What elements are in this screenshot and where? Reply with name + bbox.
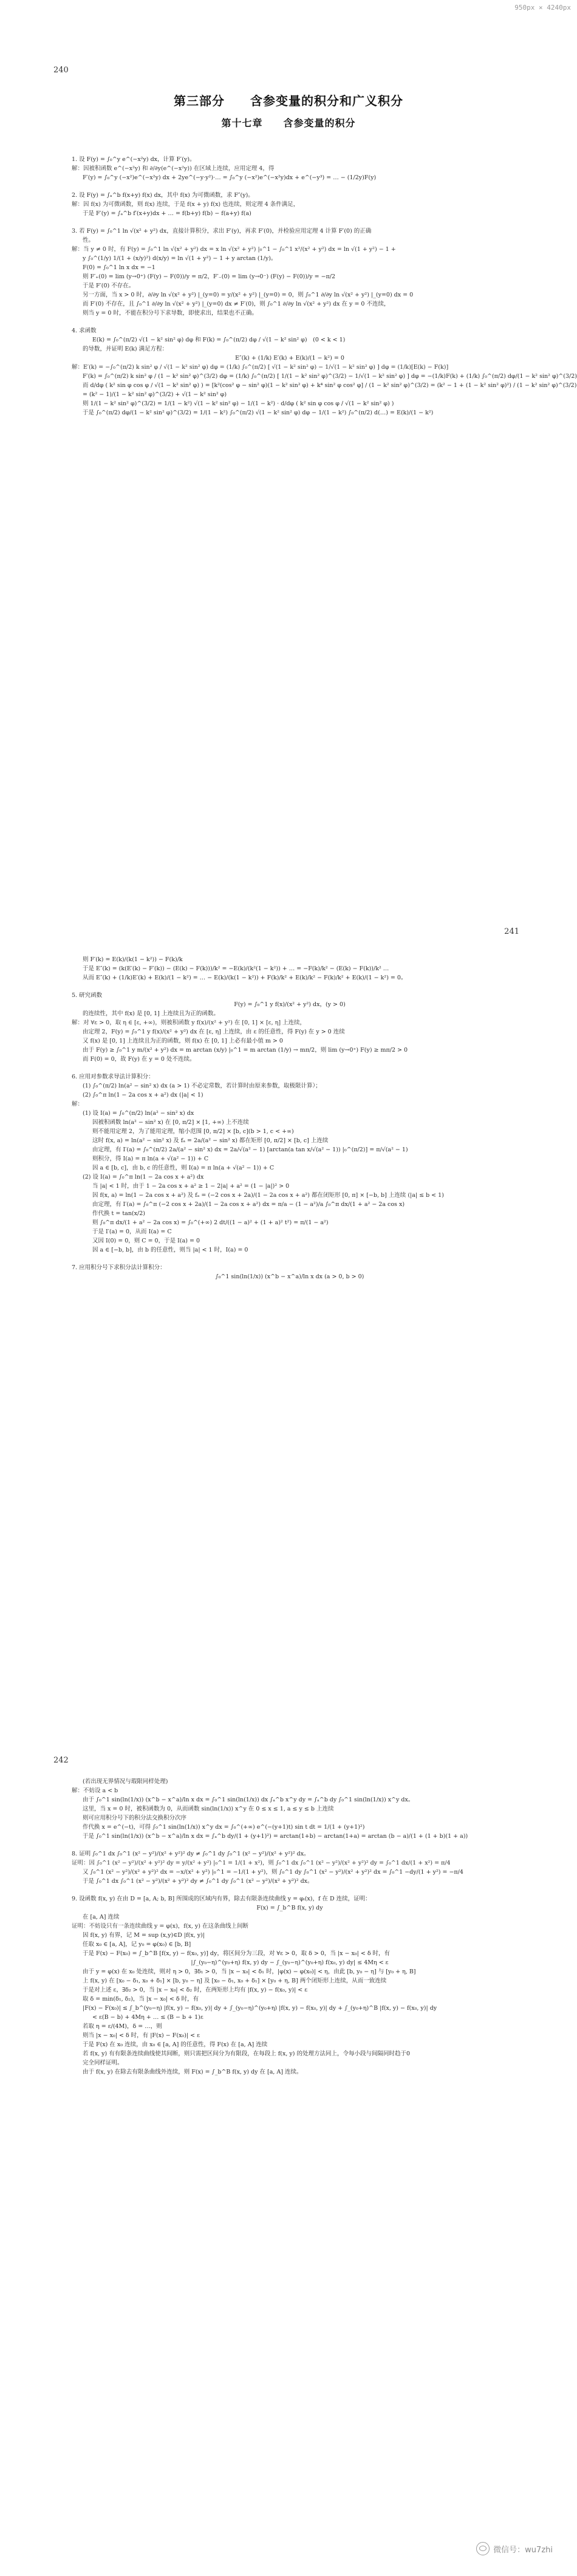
text-line: 性。: [83, 237, 95, 244]
text-line: 于是 F′(y) = ∫ₐ^b f′(x+y)dx + … = f(b+y) f(b) − f(a+y) f(a): [83, 210, 251, 217]
text-line: 从而 E″(k) + (1/k)E′(k) + E(k)/(1 − k²) = … − E(k)/(k(1 − k²)) + F(k)/k² + E(k)/k² − F(k)/k² + E(k)/(1 − k²) = 0。: [83, 975, 407, 981]
text-line: 于是对上述 ε，∃δ₂ > 0，当 |x − x₀| < δ₂ 时，在两矩形上均有 |f(x, y) − f(x₀, y)| < ε: [83, 1987, 308, 1993]
text-line: 作代换 x = e^(−t)，可得 ∫₀^1 sin(ln(1/x)) x^y dx = ∫₀^(+∞) e^(−(y+1)t) sin t dt = 1/(1 + (y+1)²): [83, 1824, 365, 1831]
wechat-watermark: [476, 2542, 553, 2555]
problem-statement: 9. 设函数 f(x, y) 在由 D = [a, A; b, B] 所围成的区域内有界，除去有限条连续曲线 y = φᵢ(x)，f 在 D 连续，证明：: [72, 1896, 371, 1902]
problem-statement: 1. 设 F(y) = ∫₀^y e^(−x²y) dx，计算 F′(y)。: [72, 156, 196, 163]
problem-statement: 7. 应用积分号下求积分法计算积分：: [72, 1264, 166, 1271]
text-line: 当 |a| < 1 时，由于 1 − 2a cos x + a² ≥ 1 − 2|a| + a² = (1 − |a|)² > 0: [92, 1183, 290, 1190]
text-line: 则 ∫₀^π dx/(1 + a² − 2a cos x) = ∫₀^(+∞) 2 dt/((1 − a)² + (1 + a)² t²) = π/(1 − a²): [92, 1219, 329, 1226]
problem-statement: 8. 证明 ∫₀^1 dx ∫₀^1 (x² − y²)/(x² + y²)² dy ≠ ∫₀^1 dy ∫₀^1 (x² − y²)/(x² + y²)² dx。: [72, 1851, 310, 1857]
text-line: (1) ∫₀^(π/2) ln(a² − sin² x) dx (a > 1) 不必定常数，若计算时由原来参数，取极限计算）；: [83, 1083, 321, 1089]
text-line: 则积分，得 I(a) = π ln(a + √(a² − 1)) + C: [92, 1156, 209, 1162]
text-line: F(y) = ∫₀^1 y f(x)/(x² + y²) dx，(y > 0): [234, 1001, 346, 1008]
page-number: 240: [53, 66, 69, 75]
solution-line: 解：因 f(x) 为可微函数，则 f(x) 连续，于是 f(x + y) f(x) 也连续，则定理 4 条件满足，: [72, 201, 299, 208]
page-body: [72, 955, 508, 1281]
text-line: 由定理 2，F(y) = ∫₀^1 y f(x)/(x² + y²) dx 在 [ε, η] 上连续，由 ε 的任意性，得 F(y) 在 y > 0 连续: [83, 1029, 345, 1035]
problem-statement: 6. 应用对参数求导法计算积分：: [72, 1074, 154, 1080]
text-line: 若取 η = ε/(4M)，δ = …，则: [83, 2023, 162, 2030]
text-line: 而 F(0) = 0，故 F(y) 在 y = 0 处不连续。: [83, 1056, 196, 1063]
text-line: 若 f(x, y) 有有限条连续曲线使其间断，则只需把区间分为有限段，在每段上 f(x, y) 的处理方法同上，令每小段与间隔同时趋于0: [83, 2050, 411, 2057]
text-line: 在 [a, A] 连续: [83, 1914, 120, 1920]
text-line: ∫₀^1 sin(ln(1/x)) (x^b − x^a)/ln x dx (a > 0, b > 0): [215, 1273, 364, 1280]
solution-line: 解：因被积函数 e^(−x²y) 和 ∂/∂y(e^(−x²y)) 在区域上连续，应用定理 4，得: [72, 165, 275, 172]
text-line: E(k) = ∫₀^(π/2) √(1 − k² sin² φ) dφ 和 F(k) = ∫₀^(π/2) dφ / √(1 − k² sin² φ) (0 < k < 1): [92, 337, 346, 343]
text-line: 完全同样证明。: [83, 2060, 123, 2066]
part-title: 第三部分 含参变量的积分和广义积分: [174, 94, 403, 108]
text-line: 则 F′₊(0) = lim (y→0⁺) (F(y) − F(0))/y = π/2，F′₋(0) = lim (y→0⁻) (F(y) − F(0))/y = −π/2: [83, 273, 336, 280]
problem-statement: 3. 若 F(y) = ∫₀^1 ln √(x² + y²) dx，直接计算积分，求出 F′(y)，再求 F′(0)，并检验应用定理 4 计算 F′(0) 的正确: [72, 228, 372, 235]
text-line: F(0) = ∫₀^1 ln x dx = −1: [83, 264, 155, 271]
text-line: 因被积函数 ln(a² − sin² x) 在 [0, π/2] × [1, +∞) 上不连续: [92, 1119, 249, 1126]
solution-line: 证明：不妨设只有一条连续曲线 y = φ(x)，f(x, y) 在这条曲线上间断: [72, 1923, 249, 1930]
chapter-title: 第十七章 含参变量的积分: [221, 117, 356, 129]
text-line: 这时 f(x, a) = ln(a² − sin² x) 及 fₐ = 2a/(a² − sin² x) 都在矩形 [0, π/2] × [b, c] 上连续: [92, 1137, 329, 1144]
text-line: |∫_(y₀−η)^(y₀+η) f(x, y) dy − ∫_(y₀−η)^(y₀+η) f(x₀, y) dy| ≤ 4Mη < ε: [191, 1959, 389, 1966]
text-line: 于是 I′(a) = 0，从而 I(a) = C: [92, 1228, 172, 1235]
text-line: 又 ∫₀^1 (x² − y²)/(x² + y²)² dx = −x/(x² + y²) |₀^1 = −1/(1 + y²)，则 ∫₀^1 dy ∫₀^1 (x² − y²)/(x² + y²)² dx = ∫₀^1 −dy/(1 + y²) = −π/4: [83, 1869, 463, 1875]
text-line: 则 F′(k) = E(k)/(k(1 − k²)) − F(k)/k: [83, 956, 183, 963]
text-line: 于是 F(x) − F(x₀) = ∫_b^B [f(x, y) − f(x₀, y)] dy，将区间分为三段，对 ∀ε > 0，取 δ > 0，当 |x − x₀| < δ 时，有: [83, 1950, 391, 1957]
text-line: 上 f(x, y) 在 [x₀ − δ₁, x₀ + δ₁] × [b, y₀ − η] 及 [x₀ − δ₁, x₀ + δ₁] × [y₀ + η, B] 两个闭矩形上连续，从而一致连续: [83, 1978, 387, 1984]
text-line: 因 a ∈ [b, c]，由 b, c 的任意性，则 I(a) = π ln(a + √(a² − 1)) + C: [92, 1165, 275, 1171]
text-line: 于是 F(x) 在 x₀ 连续，由 x₀ ∈ [a, A] 的任意性，得 F(x) 在 [a, A] 连续: [83, 2041, 268, 2048]
solution-line: 解：当 y ≠ 0 时，有 F(y) = ∫₀^1 ln √(x² + y²) dx = x ln √(x² + y²) |₀^1 − ∫₀^1 x²/(x² + y²) dx = ln √(1 + y²) − 1 +: [72, 246, 396, 253]
page-241: [0, 923, 577, 1713]
text-line: (2) 设 I(a) = ∫₀^π ln(1 − 2a cos x + a²) dx: [83, 1174, 204, 1180]
text-line: 因 f(x, a) = ln(1 − 2a cos x + a²) 及 fₐ = (−2 cos x + 2a)/(1 − 2a cos x + a²) 都在闭矩形 [0, π] × [−b, b] 上连续 (|a| ≤ b < 1): [92, 1192, 444, 1199]
text-line: 由定理，有 I′(a) = ∫₀^(π/2) 2a/(a² − sin² x) dx = 2a/√(a² − 1) [arctan(a tan x/√(a² − 1)) |₀^(π/2)] = π/√(a² − 1): [92, 1146, 408, 1153]
text-line: 因 f(x, y) 有界，记 M = sup (x,y)∈D |f(x, y)|: [83, 1932, 205, 1939]
solution-line: 解：E′(k) = −∫₀^(π/2) k sin² φ / √(1 − k² sin² φ) dφ = (1/k) ∫₀^(π/2) [ √(1 − k² sin² φ) − 1/√(1 − k² sin² φ) ] dφ = (1/k)[E(k) − F(k)]: [72, 364, 449, 371]
text-line: 由定理，有 I′(a) = ∫₀^π (−2 cos x + 2a)/(1 − 2a cos x + a²) dx = π/a − (1 − a²)/a ∫₀^π dx/(1 + a² − 2a cos x): [92, 1201, 405, 1208]
text-line: 任取 x₀ ∈ [a, A]，记 y₀ = φ(x₀) ∈ [b, B]: [83, 1941, 191, 1948]
solution-line: 解：对 ∀ε > 0，取 η ∈ [ε, +∞)，则被积函数 y f(x)/(x² + y²) 在 [0, 1] × [ε, η] 上连续，: [72, 1019, 306, 1026]
text-line: 另一方面，当 x > 0 时，∂/∂y ln √(x² + y²) |_(y=0) = y/(x² + y²) |_(y=0) = 0，则 ∫₀^1 ∂/∂y ln √(x² + y²) |_(y=0) dx = 0: [83, 292, 414, 298]
text-line: 的连续性，其中 f(x) 是 [0, 1] 上连续且为正的函数。: [83, 1010, 219, 1017]
page-number: 242: [53, 1756, 69, 1765]
image-size-label: 950px × 4240px: [514, 4, 571, 12]
text-line: 因 a ∈ [−b, b]，由 b 的任意性，则当 |a| < 1 时，I(a) = 0: [92, 1247, 248, 1253]
solution-line: 解：: [72, 1101, 84, 1108]
text-line: (2) ∫₀^π ln(1 − 2a cos x + a²) dx (|a| < 1): [83, 1092, 203, 1098]
text-line: E″(k) + (1/k) E′(k) + E(k)/(1 − k²) = 0: [235, 355, 344, 361]
text-line: |F(x) − F(x₀)| ≤ ∫_b^(y₀−η) |f(x, y) − f(x₀, y)| dy + ∫_(y₀−η)^(y₀+η) |f(x, y) − f(x₀, y)| dy + ∫_(y₀+η)^B |f(x, y) − f(x₀, y)| dy: [83, 2005, 437, 2012]
text-line: 由于 f(x, y) 在除去有限条曲线外连续，则 F(x) = ∫_b^B f(x, y) dy 在 [a, A] 连续。: [83, 2069, 302, 2075]
text-line: F′(k) = ∫₀^(π/2) k sin² φ / (1 − k² sin² φ)^(3/2) dφ = (1/k) ∫₀^(π/2) [ 1/(1 − k² sin² φ)^(3/2) − 1/√(1 − k² sin² φ) ] dφ = −(1/k)F(k) + (1/k) ∫₀^(π/2) dφ/(1 − k² sin² φ)^(3/2): [83, 373, 577, 380]
text-line: = (k² − 1)/(1 − k² sin² φ)^(3/2) + √(1 − k² sin² φ): [83, 391, 227, 398]
text-line: 由于 y = φ(x) 在 x₀ 处连续，则对 η > 0，∃δ₁ > 0，当 |x − x₀| < δ₁ 时，|φ(x) − φ(x₀)| < η，由此 [b, y₀ − η] 与 [y₀ + η, B]: [83, 1968, 416, 1975]
text-line: 于是 E″(k) = (k(E′(k) − F′(k)) − (E(k) − F(k)))/k² = −E(k)/(k²(1 − k²)) + … = −F(k)/k² − (E(k) − F(k))/k² …: [83, 965, 389, 972]
text-line: 又因 I(0) = 0，则 C = 0，于是 I(a) = 0: [92, 1238, 200, 1244]
page-240: [0, 0, 577, 923]
problem-statement: 2. 设 F(y) = ∫ₐ^b f(x+y) f(x) dx，其中 f(x) 为可微函数，求 F″(y)。: [72, 192, 254, 199]
text-line: F′(y) = ∫₀^y (−x²)e^(−x²y) dx + 2ye^(−y·y²)·… = ∫₀^y (−x²)e^(−x²y)dx + e^(−y³) = … − (1/2y)F(y): [83, 174, 377, 181]
text-line: (若出现无界情况与瑕限同样处理): [83, 1778, 168, 1785]
text-line: 而 d/dφ ( k² sin φ cos φ / √(1 − k² sin² φ) ) = [k²(cos² φ − sin² φ)(1 − k² sin² φ) + k⁴ sin² φ cos² φ] / (1 − k² sin² φ)^(3/2) = (k² − 1 + (1 − k² sin² φ)²) / (1 − k² sin² φ)^(3/2): [83, 382, 577, 389]
watermark-text: 微信号：wu7zhi: [493, 2545, 553, 2555]
text-line: 作代换 t = tan(x/2): [92, 1210, 145, 1217]
text-line: 则 1/(1 − k² sin² φ)^(3/2) = 1/(1 − k²) √(1 − k² sin² φ) − 1/(1 − k²) · d/dφ ( k² sin φ cos φ / √(1 − k² sin² φ) ): [83, 400, 394, 407]
page-body: [72, 1777, 508, 2077]
text-line: 则不能用定理 2，为了能用定理，缩小范围 [0, π/2] × [b, c](b > 1, c < +∞): [92, 1128, 294, 1135]
text-line: 而 F′(0) 不存在，且 ∫₀^1 ∂/∂y ln √(x² + y²) |_(y=0) dx ≠ F′(0)，则 ∫₀^1 ∂/∂y ln √(x² + y²) dx 在 y = 0 不连续，: [83, 301, 390, 307]
text-line: 则当 |x − x₀| < δ 时，有 |F(x) − F(x₀)| < ε: [83, 2032, 200, 2039]
text-line: 由于 ∫₀^1 sin(ln(1/x)) (x^b − x^a)/ln x dx = ∫₀^1 sin(ln(1/x)) dx ∫ₐ^b x^y dy = ∫ₐ^b dy ∫₀^1 sin(ln(1/x)) x^y dx。: [83, 1797, 414, 1803]
text-line: 则当 y = 0 时，不能在积分号下求导数，即使求出，结果也不正确。: [83, 310, 258, 317]
solution-line: 解：不妨设 a < b: [72, 1787, 118, 1794]
wechat-icon: [476, 2542, 490, 2555]
problem-statement: 5. 研究函数: [72, 992, 103, 999]
text-line: 的导数，并证明 E(k) 满足方程：: [83, 346, 168, 352]
page-body: [72, 155, 577, 417]
text-line: 这里，当 x = 0 时，被积函数为 0，从而函数 sin(ln(1/x)) x^y 在 0 ≤ x ≤ 1, a ≤ y ≤ b 上连续: [83, 1806, 334, 1812]
text-line: (1) 设 I(a) = ∫₀^(π/2) ln(a² − sin² x) dx: [83, 1110, 194, 1117]
problem-statement: 4. 求函数: [72, 327, 97, 334]
page-number: 241: [504, 927, 519, 936]
text-line: 则可应用积分号下的积分法交换积分次序: [83, 1815, 187, 1821]
page-242: [0, 1713, 577, 2576]
text-line: 于是 ∫₀^(π/2) dφ/(1 − k² sin² φ)^(3/2) = 1/(1 − k²) ∫₀^(π/2) √(1 − k² sin² φ) dφ − 1/(1 − k²) ∫₀^(π/2) d(…) = E(k)/(1 − k²): [83, 409, 434, 416]
text-line: 由于 F(y) ≥ ∫₀^1 y m/(x² + y²) dx = m arctan (x/y) |₀^1 = m arctan (1/y) → mπ/2，则 lim (y→0⁺) F(y) ≥ mπ/2 > 0: [83, 1047, 408, 1053]
text-line: y ∫₀^(1/y) 1/(1 + (x/y)²) d(x/y) = ln √(1 + y²) − 1 + y arctan (1/y)。: [83, 255, 277, 262]
text-line: 又 f(x) 是 [0, 1] 上连续且为正的函数，则 f(x) 在 [0, 1] 上必有最小值 m > 0: [83, 1038, 283, 1044]
text-line: 于是 ∫₀^1 dx ∫₀^1 (x² − y²)/(x² + y²)² dy ≠ ∫₀^1 dy ∫₀^1 (x² − y²)/(x² + y²)² dx。: [83, 1878, 313, 1885]
text-line: < ε(B − b) + 4Mη + … ≤ (B − b + 1)ε: [92, 2014, 203, 2021]
text-line: F(x) = ∫_b^B f(x, y) dy: [256, 1905, 323, 1911]
text-line: 于是 ∫₀^1 sin(ln(1/x)) (x^b − x^a)/ln x dx = ∫ₐ^b dy/(1 + (y+1)²) = arctan(1+b) − arctan(1+a) = arctan (b − a)/(1 + (1 + b)(1 + a)): [83, 1833, 468, 1840]
solution-line: 证明：因 ∫₀^1 (x² − y²)/(x² + y²)² dy = y/(x² + y²) |₀^1 = 1/(1 + x²)，则 ∫₀^1 dx ∫₀^1 (x² − y²)/(x² + y²)² dy = ∫₀^1 dx/(1 + x²) = π/4: [72, 1860, 451, 1866]
text-line: 于是 F′(0) 不存在。: [83, 283, 135, 289]
text-line: 取 δ = min(δ₁, δ₂)，当 |x − x₀| < δ 时，有: [83, 1996, 199, 2002]
